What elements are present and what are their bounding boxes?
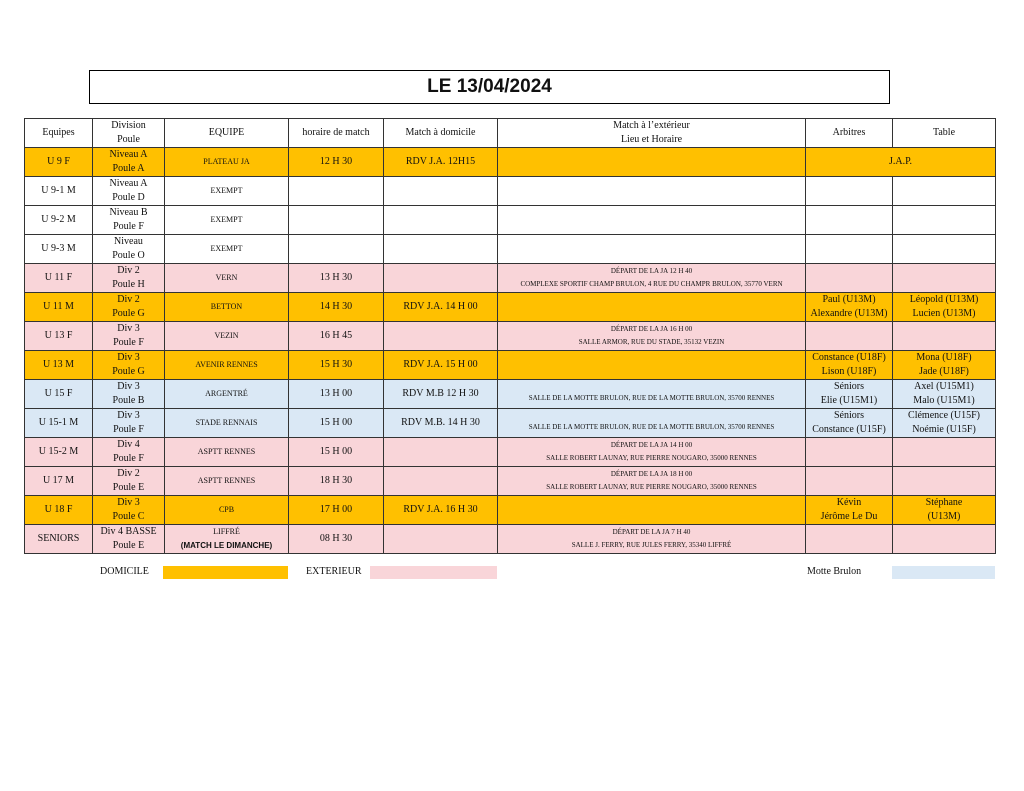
cell-referees (806, 525, 893, 554)
cell-home (384, 235, 498, 264)
legend-motte-label: Motte Brulon (807, 566, 862, 577)
cell-away: SALLE DE LA MOTTE BRULON, RUE DE LA MOTTE BRULON, 35700 RENNES (498, 380, 806, 409)
page-title: LE 13/04/2024 (427, 76, 552, 97)
match-day-note: (MATCH LE DIMANCHE) (180, 541, 273, 550)
cell-table-officials: Clémence (U15F) Noémie (U15F) (893, 409, 996, 438)
cell-equipe: U 9 F (25, 148, 93, 177)
cell-home: RDV J.A. 16 H 30 (384, 496, 498, 525)
cell-home: RDV M.B. 14 H 30 (384, 409, 498, 438)
cell-away (498, 293, 806, 322)
cell-team: EXEMPT (165, 206, 289, 235)
cell-team: CPB (165, 496, 289, 525)
cell-table-officials (893, 264, 996, 293)
cell-referees (806, 177, 893, 206)
cell-team: PLATEAU JA (165, 148, 289, 177)
cell-equipe: U 17 M (25, 467, 93, 496)
cell-home (384, 467, 498, 496)
cell-away (498, 177, 806, 206)
table-row (25, 380, 996, 409)
cell-time: 17 H 00 (289, 496, 384, 525)
cell-referees: Kévin Jérôme Le Du (806, 496, 893, 525)
cell-division: Div 4 Poule F (93, 438, 165, 467)
cell-away: DÉPART DE LA JA 14 H 00 SALLE ROBERT LAUNAY, RUE PIERRE NOUGARO, 35000 RENNES (498, 438, 806, 467)
cell-home (384, 525, 498, 554)
page-title-box (89, 70, 890, 104)
cell-referees: Séniors Constance (U15F) (806, 409, 893, 438)
cell-referees (806, 322, 893, 351)
header-row (25, 119, 996, 148)
cell-referees (806, 264, 893, 293)
cell-time: 12 H 30 (289, 148, 384, 177)
cell-team: ASPTT RENNES (165, 467, 289, 496)
cell-time: 15 H 00 (289, 409, 384, 438)
cell-equipe: U 11 F (25, 264, 93, 293)
cell-away: DÉPART DE LA JA 16 H 00 SALLE ARMOR, RUE DU STADE, 35132 VEZIN (498, 322, 806, 351)
cell-referees (806, 467, 893, 496)
cell-equipe: SENIORS (25, 525, 93, 554)
cell-time: 16 H 45 (289, 322, 384, 351)
cell-equipe: U 13 M (25, 351, 93, 380)
cell-home (384, 177, 498, 206)
cell-table-officials (893, 177, 996, 206)
cell-away: DÉPART DE LA JA 12 H 40 COMPLEXE SPORTIF CHAMP BRULON, 4 RUE DU CHAMPR BRULON, 35770 VERN (498, 264, 806, 293)
cell-table-officials (893, 206, 996, 235)
legend-motte-swatch (892, 566, 995, 579)
cell-team: BETTON (165, 293, 289, 322)
cell-time: 15 H 00 (289, 438, 384, 467)
cell-time: 08 H 30 (289, 525, 384, 554)
table-row (25, 235, 996, 264)
cell-table-officials (893, 438, 996, 467)
table-row (25, 438, 996, 467)
cell-time: 18 H 30 (289, 467, 384, 496)
cell-team: ARGENTRÉ (165, 380, 289, 409)
cell-division: Div 3 Poule G (93, 351, 165, 380)
cell-referees (806, 235, 893, 264)
header-division: Division Poule (93, 119, 165, 148)
cell-equipe: U 18 F (25, 496, 93, 525)
cell-home (384, 206, 498, 235)
cell-table-officials (893, 235, 996, 264)
cell-time (289, 235, 384, 264)
cell-division: Niveau B Poule F (93, 206, 165, 235)
cell-table-officials: Mona (U18F) Jade (U18F) (893, 351, 996, 380)
cell-time: 15 H 30 (289, 351, 384, 380)
cell-equipe: U 9-3 M (25, 235, 93, 264)
cell-team: VEZIN (165, 322, 289, 351)
cell-referees (806, 206, 893, 235)
cell-referees (806, 438, 893, 467)
cell-home: RDV J.A. 14 H 00 (384, 293, 498, 322)
cell-equipe: U 15-1 M (25, 409, 93, 438)
cell-table-officials (893, 322, 996, 351)
cell-referees-table-merged: J.A.P. (806, 148, 996, 177)
cell-division: Div 3 Poule F (93, 322, 165, 351)
cell-division: Niveau A Poule A (93, 148, 165, 177)
legend-exterieur-label: EXTERIEUR (306, 566, 362, 577)
cell-home (384, 264, 498, 293)
cell-table-officials (893, 525, 996, 554)
cell-time: 14 H 30 (289, 293, 384, 322)
cell-time: 13 H 00 (289, 380, 384, 409)
cell-time (289, 177, 384, 206)
cell-away: DÉPART DE LA JA 7 H 40 SALLE J. FERRY, RUE JULES FERRY, 35340 LIFFRÉ (498, 525, 806, 554)
header-equipe: EQUIPE (165, 119, 289, 148)
table-row (25, 177, 996, 206)
cell-table-officials: Stéphane (U13M) (893, 496, 996, 525)
table-row (25, 322, 996, 351)
cell-team: STADE RENNAIS (165, 409, 289, 438)
table-row (25, 351, 996, 380)
cell-home (384, 438, 498, 467)
cell-away (498, 148, 806, 177)
cell-time: 13 H 30 (289, 264, 384, 293)
cell-equipe: U 9-1 M (25, 177, 93, 206)
cell-division: Niveau Poule O (93, 235, 165, 264)
cell-away (498, 496, 806, 525)
cell-team: EXEMPT (165, 235, 289, 264)
cell-team: AVENIR RENNES (165, 351, 289, 380)
cell-division: Div 3 Poule C (93, 496, 165, 525)
cell-division: Div 4 BASSE Poule E (93, 525, 165, 554)
cell-division: Div 3 Poule B (93, 380, 165, 409)
header-arbitres: Arbitres (806, 119, 893, 148)
cell-equipe: U 9-2 M (25, 206, 93, 235)
table-row (25, 496, 996, 525)
cell-away (498, 235, 806, 264)
cell-home: RDV J.A. 12H15 (384, 148, 498, 177)
table-row (25, 264, 996, 293)
cell-time (289, 206, 384, 235)
cell-division: Div 2 Poule H (93, 264, 165, 293)
cell-referees: Paul (U13M) Alexandre (U13M) (806, 293, 893, 322)
cell-division: Niveau A Poule D (93, 177, 165, 206)
cell-away: DÉPART DE LA JA 18 H 00 SALLE ROBERT LAUNAY, RUE PIERRE NOUGARO, 35000 RENNES (498, 467, 806, 496)
cell-home: RDV M.B 12 H 30 (384, 380, 498, 409)
cell-division: Div 2 Poule G (93, 293, 165, 322)
cell-away (498, 351, 806, 380)
schedule-table (24, 118, 996, 554)
legend-domicile-swatch (163, 566, 288, 579)
table-row (25, 409, 996, 438)
cell-team: LIFFRÉ (MATCH LE DIMANCHE) (165, 525, 289, 554)
cell-equipe: U 13 F (25, 322, 93, 351)
cell-division: Div 3 Poule F (93, 409, 165, 438)
header-exterieur: Match à l’extérieur Lieu et Horaire (498, 119, 806, 148)
cell-team: EXEMPT (165, 177, 289, 206)
cell-away (498, 206, 806, 235)
table-row (25, 148, 996, 177)
cell-equipe: U 11 M (25, 293, 93, 322)
cell-away: SALLE DE LA MOTTE BRULON, RUE DE LA MOTTE BRULON, 35700 RENNES (498, 409, 806, 438)
header-table: Table (893, 119, 996, 148)
cell-home (384, 322, 498, 351)
table-row (25, 467, 996, 496)
cell-home: RDV J.A. 15 H 00 (384, 351, 498, 380)
cell-table-officials (893, 467, 996, 496)
cell-table-officials: Léopold (U13M) Lucien (U13M) (893, 293, 996, 322)
table-row (25, 293, 996, 322)
cell-team: ASPTT RENNES (165, 438, 289, 467)
cell-table-officials: Axel (U15M1) Malo (U15M1) (893, 380, 996, 409)
header-horaire: horaire de match (289, 119, 384, 148)
header-equipes: Equipes (25, 119, 93, 148)
cell-equipe: U 15-2 M (25, 438, 93, 467)
cell-referees: Séniors Elie (U15M1) (806, 380, 893, 409)
table-row (25, 206, 996, 235)
table-row (25, 525, 996, 554)
legend-exterieur-swatch (370, 566, 497, 579)
cell-referees: Constance (U18F) Lison (U18F) (806, 351, 893, 380)
cell-division: Div 2 Poule E (93, 467, 165, 496)
header-domicile: Match à domicile (384, 119, 498, 148)
cell-equipe: U 15 F (25, 380, 93, 409)
legend-domicile-label: DOMICILE (100, 566, 149, 577)
cell-team: VERN (165, 264, 289, 293)
